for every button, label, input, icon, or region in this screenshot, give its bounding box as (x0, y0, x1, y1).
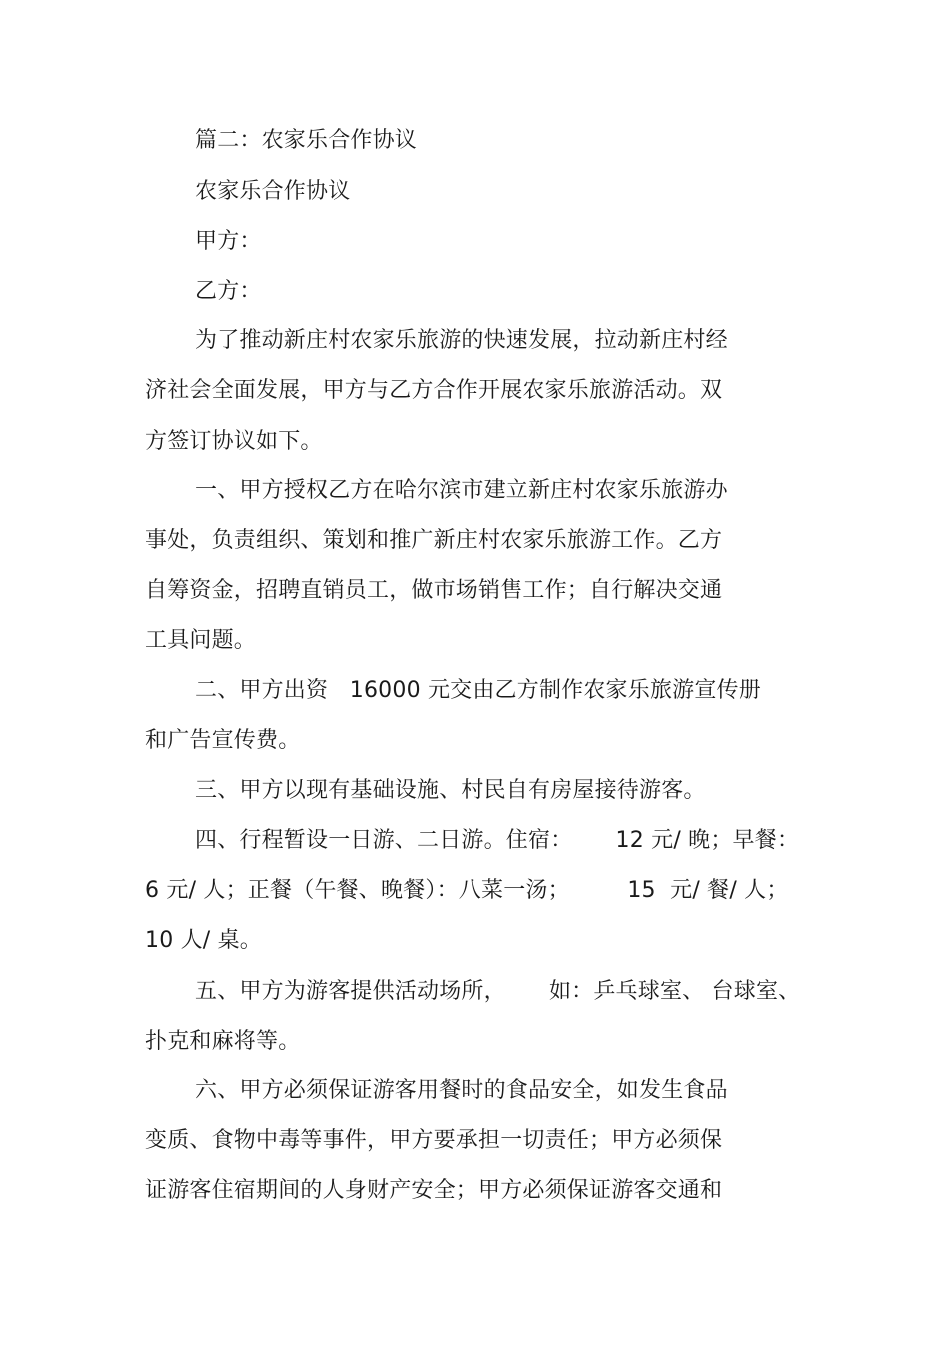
intro-line-2: 济社会全面发展，甲方与乙方合作开展农家乐旅游活动。双 (145, 378, 723, 403)
intro-line-3: 方签订协议如下。 (145, 429, 323, 454)
clause-5-line-1: 五、甲方为游客提供活动场所， 如：乒乓球室、 台球室、 (195, 979, 801, 1004)
party-b-label: 乙方： (195, 279, 262, 304)
clause-1-line-2: 事处，负责组织、策划和推广新庄村农家乐旅游工作。乙方 (145, 528, 723, 553)
clause-5-line-2: 扑克和麻将等。 (145, 1029, 301, 1054)
clause-4-line-2: 6 元/ 人；正餐（午餐、晚餐）：八菜一汤； 15 元/ 餐/ 人； (145, 878, 789, 903)
clause-6-line-2: 变质、食物中毒等事件，甲方要承担一切责任；甲方必须保 (145, 1128, 723, 1153)
clause-1-line-4: 工具问题。 (145, 628, 257, 653)
clause-2-line-1: 二、甲方出资 16000 元交由乙方制作农家乐旅游宣传册 (195, 678, 761, 703)
clause-4-line-1: 四、行程暂设一日游、二日游。住宿： 12 元/ 晚；早餐： (195, 828, 800, 853)
clause-4-line-3: 10 人/ 桌。 (145, 928, 262, 953)
clause-2-line-2: 和广告宣传费。 (145, 728, 301, 753)
clause-3-line-1: 三、甲方以现有基础设施、村民自有房屋接待游客。 (195, 778, 706, 803)
section-heading: 篇二：农家乐合作协议 (195, 128, 418, 153)
clause-6-line-1: 六、甲方必须保证游客用餐时的食品安全，如发生食品 (195, 1078, 728, 1103)
party-a-label: 甲方： (195, 229, 262, 254)
clause-6-line-3: 证游客住宿期间的人身财产安全；甲方必须保证游客交通和 (145, 1178, 723, 1203)
clause-1-line-1: 一、甲方授权乙方在哈尔滨市建立新庄村农家乐旅游办 (195, 478, 728, 503)
clause-1-line-3: 自筹资金，招聘直销员工，做市场销售工作；自行解决交通 (145, 578, 723, 603)
document-title: 农家乐合作协议 (195, 179, 351, 204)
intro-line-1: 为了推动新庄村农家乐旅游的快速发展，拉动新庄村经 (195, 328, 728, 353)
